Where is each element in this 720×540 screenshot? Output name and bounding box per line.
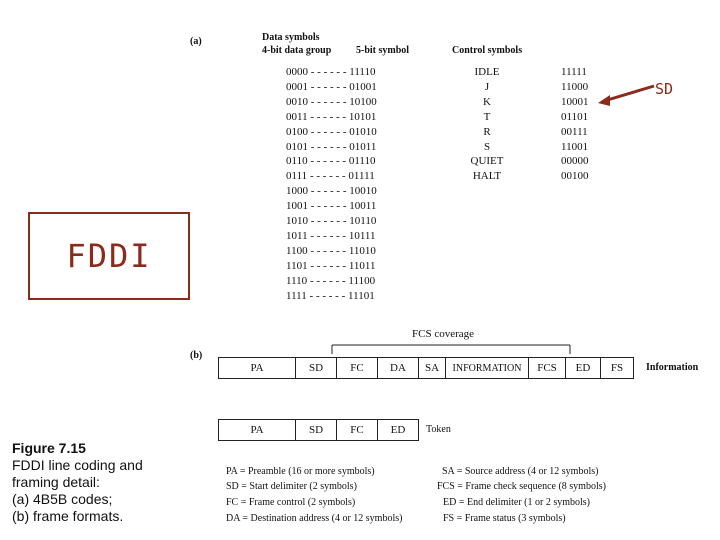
dash-leader: - - - - - - [306,289,349,302]
data-group: 1010 [286,215,308,227]
data-code-row [286,141,376,153]
frame-field: SD [296,420,337,440]
frame-field: FC [337,420,378,440]
data-code-row [286,126,377,138]
control-name: R [483,125,491,138]
fcs-coverage-label: FCS coverage [412,328,475,340]
dash-leader: - - - - - - [307,244,349,257]
data-group: 1001 [286,200,308,213]
control-name: HALT [472,170,502,183]
data-symbol: 11011 [348,259,376,272]
control-name: J [484,80,490,93]
control-code: 11001 [561,140,589,153]
fddi-title: FDDI [66,237,152,275]
data-code-row [286,66,376,78]
dash-leader: - - - - - - [308,80,350,93]
data-symbol: 10111 [348,229,376,242]
data-group: 1011 [286,229,308,242]
control-code: 01101 [561,110,589,123]
data-symbol: 01110 [348,155,376,168]
legend-item: FCS = Frame check sequence (8 symbols) [437,481,606,492]
frame-field: FCS [529,358,566,378]
data-symbol: 01011 [349,140,377,153]
five-bit-header: 5-bit symbol [356,45,410,56]
legend-item: ED = End delimiter (1 or 2 symbols) [443,497,591,508]
data-code-row [286,230,376,242]
data-symbol: 11110 [349,66,376,78]
control-code: 00100 [561,170,589,183]
dash-leader: - - - - - - [307,259,349,272]
data-group: 0101 [286,140,308,153]
data-symbol: 10110 [349,215,377,227]
legend-item: SA = Source address (4 or 12 symbols) [442,466,599,477]
caption-line: (b) frame formats. [12,508,124,524]
frame-field: DA [378,358,419,378]
legend-item: FS = Frame status (3 symbols) [443,513,566,524]
data-group: 0110 [286,155,308,168]
data-group: 0000 [286,66,308,78]
control-code: 00111 [561,125,588,138]
frame-field: ED [566,358,601,378]
data-group: 0010 [286,95,308,108]
dash-leader: - - - - - - [307,170,349,183]
part-b-label: (b) [190,350,203,361]
data-code-row [286,96,377,108]
dash-leader: - - - - - - [307,274,349,287]
dash-leader: - - - - - - [308,215,350,227]
control-symbols-header: Control symbols [452,45,523,56]
sd-annotation: SD [655,80,674,98]
part-a-label: (a) [190,36,202,47]
data-symbols-header: Data symbols [262,32,320,43]
data-group: 1000 [286,185,308,198]
frame-field: SA [419,358,446,378]
data-code-row [286,215,376,227]
data-symbol: 10100 [349,95,377,108]
four-bit-header: 4-bit data group [262,45,332,56]
dash-leader: - - - - - - [307,155,349,168]
fcs-coverage-bracket [330,340,575,356]
data-group: 0100 [286,125,308,138]
control-code: 11111 [561,66,587,78]
control-name: T [483,110,491,123]
figure-caption [12,440,182,525]
data-symbol: 11010 [348,244,376,257]
data-code-row [286,170,375,182]
caption-line: FDDI line coding and [12,457,143,473]
frame-field: PA [219,358,296,378]
token-frame-name: Token [426,424,451,435]
data-group: 0111 [286,170,308,183]
caption-line: framing detail: [12,474,100,490]
dash-leader: - - - - - - [308,95,350,108]
control-name: K [483,95,491,108]
data-symbol: 10010 [349,185,377,198]
legend-item: FC = Frame control (2 symbols) [226,497,356,508]
information-frame-name: Information [646,362,699,373]
caption-title: Figure 7.15 [12,440,86,456]
data-group: 0001 [286,80,308,93]
data-group: 1111 [286,289,307,302]
data-group: 1110 [286,274,308,287]
control-code: 10001 [561,95,589,108]
sd-arrow-icon [596,78,656,108]
frame-field: PA [219,420,296,440]
data-code-row [286,200,376,212]
control-name: IDLE [474,66,500,78]
dash-leader: - - - - - - [308,125,350,138]
frame-field: ED [390,424,406,436]
token-frame [218,419,419,441]
data-code-row [286,185,377,197]
caption-line: (a) 4B5B codes; [12,491,113,507]
data-code-row [286,260,376,272]
data-group: 1100 [286,244,308,257]
data-code-row [286,275,375,287]
dash-leader: - - - - - - [308,66,350,78]
data-code-row [286,155,376,167]
data-symbol: 01010 [349,125,377,138]
legend-item: DA = Destination address (4 or 12 symbols) [226,513,403,524]
data-symbol: 11100 [348,274,376,287]
frame-field: INFORMATION [446,358,529,378]
data-group: 1101 [286,259,308,272]
legend-item: PA = Preamble (16 or more symbols) [226,466,375,477]
data-symbol: 01111 [348,170,375,183]
data-group: 0011 [286,110,308,123]
data-symbol: 10011 [349,200,377,213]
data-code-row [286,111,376,123]
dash-leader: - - - - - - [308,200,350,213]
control-name: S [483,140,491,153]
control-name: QUIET [470,155,504,168]
information-frame [218,357,634,379]
dash-leader: - - - - - - [308,140,350,153]
control-code: 11000 [561,80,589,93]
data-code-row [286,245,376,257]
data-symbol: 01001 [349,80,377,93]
frame-field: FS [610,362,624,374]
dash-leader: - - - - - - [307,229,349,242]
data-symbol: 11101 [348,289,375,302]
dash-leader: - - - - - - [308,185,350,198]
legend-item: SD = Start delimiter (2 symbols) [226,481,357,492]
data-symbol: 10101 [348,110,377,123]
frame-field: FC [337,358,378,378]
data-code-row [286,81,377,93]
data-code-row [286,290,375,302]
dash-leader: - - - - - - [307,110,349,123]
control-code: 00000 [561,155,589,168]
frame-field: SD [296,358,337,378]
fddi-title-box [28,212,190,300]
